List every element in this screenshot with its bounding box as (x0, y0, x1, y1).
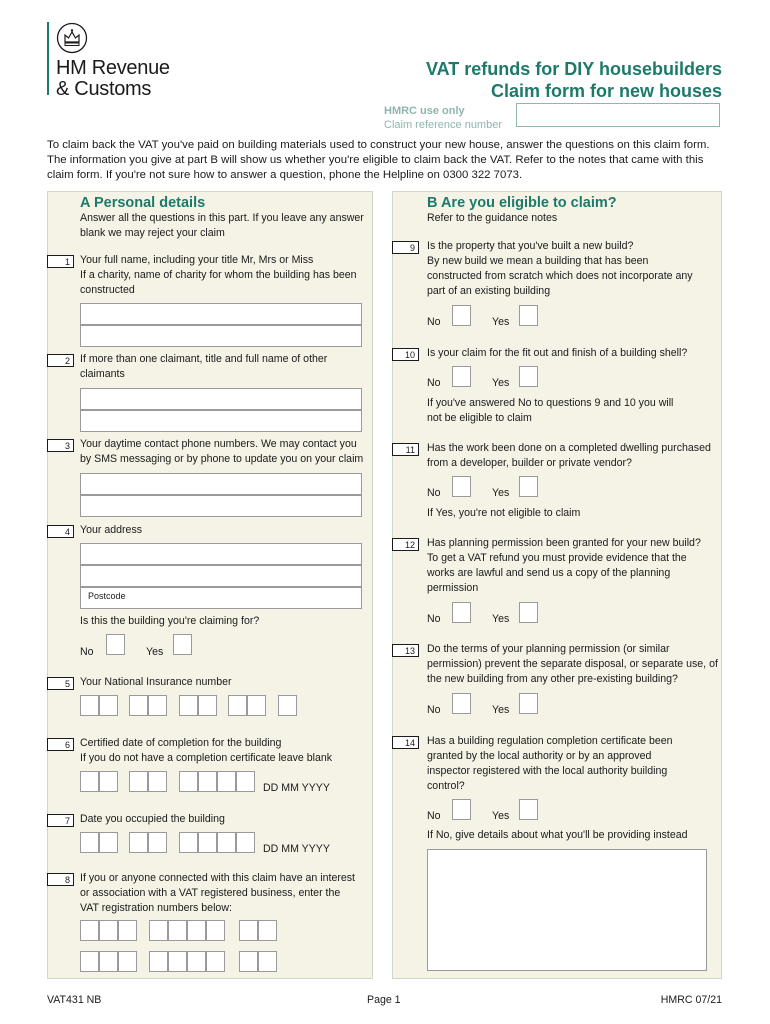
q11-text: Has the work been done on a completed dwelling purchased from a developer, builder or private vendor? (427, 442, 711, 469)
q1-text: Your full name, including your title Mr, Mrs or Miss (80, 254, 314, 266)
q10-yes-checkbox[interactable] (519, 366, 538, 387)
q7-text: Date you occupied the building (80, 813, 225, 825)
q12-yes-checkbox[interactable] (519, 602, 538, 623)
q11-no-checkbox[interactable] (452, 476, 471, 497)
logo-line-1: HM Revenue (56, 57, 170, 79)
ni-char-box[interactable] (179, 695, 198, 716)
q14-text: Has a building regulation completion certificate been granted by the local authority or by an approved inspector registered with the local authority building control? (427, 735, 673, 792)
q4-postcode-label: Postcode (88, 591, 126, 601)
q11-note: If Yes, you're not eligible to claim (427, 507, 581, 519)
q10-no-label: No (427, 377, 441, 389)
q4-address-field-1[interactable] (80, 543, 362, 565)
q2-field-2[interactable] (80, 410, 362, 432)
vat-digit-box[interactable] (258, 951, 277, 972)
q9-number: 9 (392, 241, 419, 254)
q1-number: 1 (47, 255, 74, 268)
q4-text: Your address (80, 524, 143, 536)
q3-phone-field-1[interactable] (80, 473, 362, 495)
vat-digit-box[interactable] (168, 951, 187, 972)
q14-no-label: No (427, 810, 441, 822)
q9-text: Is the property that you've built a new build? (427, 240, 634, 252)
q13-text: Do the terms of your planning permission (or similar permission) prevent the separate disposal, or separate use, of the new building from any other pre-existing building? (427, 643, 718, 685)
claim-ref-label: Claim reference number (384, 119, 502, 131)
q4-yes-checkbox[interactable] (173, 634, 192, 655)
q14-no-checkbox[interactable] (452, 799, 471, 820)
hmrc-use-label (384, 104, 502, 132)
q14-number: 14 (392, 736, 419, 749)
q5-text: Your National Insurance number (80, 676, 232, 688)
footer-form-code: VAT431 NB (47, 994, 102, 1006)
q12-number: 12 (392, 538, 419, 551)
q8-text: If you or anyone connected with this claim have an interest or association with a VAT registered business, enter the VAT registration numbers below: (80, 872, 356, 914)
q3-text: Your daytime contact phone numbers. We may contact you by SMS messaging or by phone to update you on your claim (80, 438, 364, 465)
vat-digit-box[interactable] (187, 920, 206, 941)
date-digit-box[interactable] (99, 832, 118, 853)
date-digit-box[interactable] (179, 771, 198, 792)
ni-char-box[interactable] (99, 695, 118, 716)
logo-line-2: & Customs (56, 78, 152, 100)
q11-yes-label: Yes (492, 487, 510, 499)
vat-digit-box[interactable] (80, 920, 99, 941)
logo-text (56, 58, 170, 100)
date-digit-box[interactable] (148, 771, 167, 792)
date-digit-box[interactable] (236, 771, 255, 792)
q6-text: Certified date of completion for the building (80, 737, 282, 749)
date-digit-box[interactable] (148, 832, 167, 853)
vat-digit-box[interactable] (149, 920, 168, 941)
q13-no-label: No (427, 704, 441, 716)
intro-text: To claim back the VAT you've paid on building materials used to construct your new house, answer the questions on this claim form. The information you give at part B will show us whether you're eligible to claim back the VAT. Refer to the notes that came with this claim form. If you're not sure how to answer a question, phone the Helpline on 0300 322 7073. (47, 139, 710, 181)
ni-char-box[interactable] (228, 695, 247, 716)
royal-crest-icon (56, 22, 88, 54)
section-a-intro: Answer all the questions in this part. If you leave any answer blank we may reject your claim (80, 212, 364, 239)
q5-number: 5 (47, 677, 74, 690)
q9-text2: By new build we mean a building that has been constructed from scratch which does not incorporate any part of an existing building (427, 255, 693, 297)
date-digit-box[interactable] (236, 832, 255, 853)
date-digit-box[interactable] (80, 832, 99, 853)
vat-digit-box[interactable] (206, 951, 225, 972)
q12-no-checkbox[interactable] (452, 602, 471, 623)
q12-text: Has planning permission been granted for your new build? (427, 537, 701, 549)
date-digit-box[interactable] (217, 832, 236, 853)
q12-no-label: No (427, 613, 441, 625)
q4-building-question: Is this the building you're claiming for? (80, 615, 260, 627)
q1-text2: If a charity, name of charity for whom the building has been constructed (80, 269, 357, 296)
q14-details-textarea[interactable] (427, 849, 707, 971)
q14-yes-label: Yes (492, 810, 510, 822)
date-digit-box[interactable] (129, 832, 148, 853)
q14-note: If No, give details about what you'll be providing instead (427, 829, 688, 841)
q10-number: 10 (392, 348, 419, 361)
q10-no-checkbox[interactable] (452, 366, 471, 387)
vat-digit-box[interactable] (168, 920, 187, 941)
vat-digit-box[interactable] (206, 920, 225, 941)
vat-digit-box[interactable] (99, 920, 118, 941)
q4-address-field-2[interactable] (80, 565, 362, 587)
q6-number: 6 (47, 738, 74, 751)
q11-yes-checkbox[interactable] (519, 476, 538, 497)
q7-date-format: DD MM YYYY (263, 843, 330, 855)
vat-digit-box[interactable] (118, 951, 137, 972)
q12-yes-label: Yes (492, 613, 510, 625)
ni-char-box[interactable] (148, 695, 167, 716)
q13-number: 13 (392, 644, 419, 657)
date-digit-box[interactable] (198, 832, 217, 853)
vat-digit-box[interactable] (187, 951, 206, 972)
date-digit-box[interactable] (129, 771, 148, 792)
q4-yes-label: Yes (146, 646, 164, 658)
vat-digit-box[interactable] (149, 951, 168, 972)
q12-text2: To get a VAT refund you must provide evidence that the works are lawful and send us a copy of the planning permission (427, 552, 687, 594)
q9-yes-label: Yes (492, 316, 510, 328)
q1-name-field-1[interactable] (80, 303, 362, 325)
q13-yes-label: Yes (492, 704, 510, 716)
vat-digit-box[interactable] (239, 951, 258, 972)
q10-note: If you've answered No to questions 9 and 10 you will not be eligible to claim (427, 397, 674, 424)
q6-text2: If you do not have a completion certificate leave blank (80, 752, 333, 764)
logo-bar (47, 22, 49, 95)
footer-page-number: Page 1 (367, 994, 401, 1006)
form-title: VAT refunds for DIY housebuilders (425, 59, 722, 79)
q3-phone-field-2[interactable] (80, 495, 362, 517)
ni-char-box[interactable] (198, 695, 217, 716)
date-digit-box[interactable] (179, 832, 198, 853)
q11-no-label: No (427, 487, 441, 499)
q6-date-format: DD MM YYYY (263, 782, 330, 794)
q14-yes-checkbox[interactable] (519, 799, 538, 820)
date-digit-box[interactable] (217, 771, 236, 792)
q4-no-label: No (80, 646, 94, 658)
vat-digit-box[interactable] (99, 951, 118, 972)
vat-digit-box[interactable] (80, 951, 99, 972)
q13-yes-checkbox[interactable] (519, 693, 538, 714)
ni-char-box[interactable] (80, 695, 99, 716)
q7-number: 7 (47, 814, 74, 827)
q8-number: 8 (47, 873, 74, 886)
date-digit-box[interactable] (198, 771, 217, 792)
ni-char-box[interactable] (129, 695, 148, 716)
q4-number: 4 (47, 525, 74, 538)
ni-char-box[interactable] (247, 695, 266, 716)
q2-text: If more than one claimant, title and full name of other claimants (80, 353, 328, 380)
q10-yes-label: Yes (492, 377, 510, 389)
q10-text: Is your claim for the fit out and finish of a building shell? (427, 347, 688, 359)
section-b-intro: Refer to the guidance notes (427, 212, 558, 224)
hmrc-use-only: HMRC use only (384, 105, 465, 117)
section-a-title: A Personal details (80, 195, 206, 211)
date-digit-box[interactable] (99, 771, 118, 792)
q3-number: 3 (47, 439, 74, 452)
footer-version: HMRC 07/21 (660, 994, 722, 1006)
claim-reference-field[interactable] (516, 103, 720, 127)
q4-no-checkbox[interactable] (106, 634, 125, 655)
vat-digit-box[interactable] (239, 920, 258, 941)
q1-name-field-2[interactable] (80, 325, 362, 347)
q11-number: 11 (392, 443, 419, 456)
q2-field-1[interactable] (80, 388, 362, 410)
q9-no-label: No (427, 316, 441, 328)
section-b-title: B Are you eligible to claim? (427, 195, 617, 211)
q9-no-checkbox[interactable] (452, 305, 471, 326)
q2-number: 2 (47, 354, 74, 367)
q9-yes-checkbox[interactable] (519, 305, 538, 326)
vat-digit-box[interactable] (258, 920, 277, 941)
date-digit-box[interactable] (80, 771, 99, 792)
ni-char-box[interactable] (278, 695, 297, 716)
q13-no-checkbox[interactable] (452, 693, 471, 714)
vat-digit-box[interactable] (118, 920, 137, 941)
form-subtitle: Claim form for new houses (490, 81, 722, 101)
